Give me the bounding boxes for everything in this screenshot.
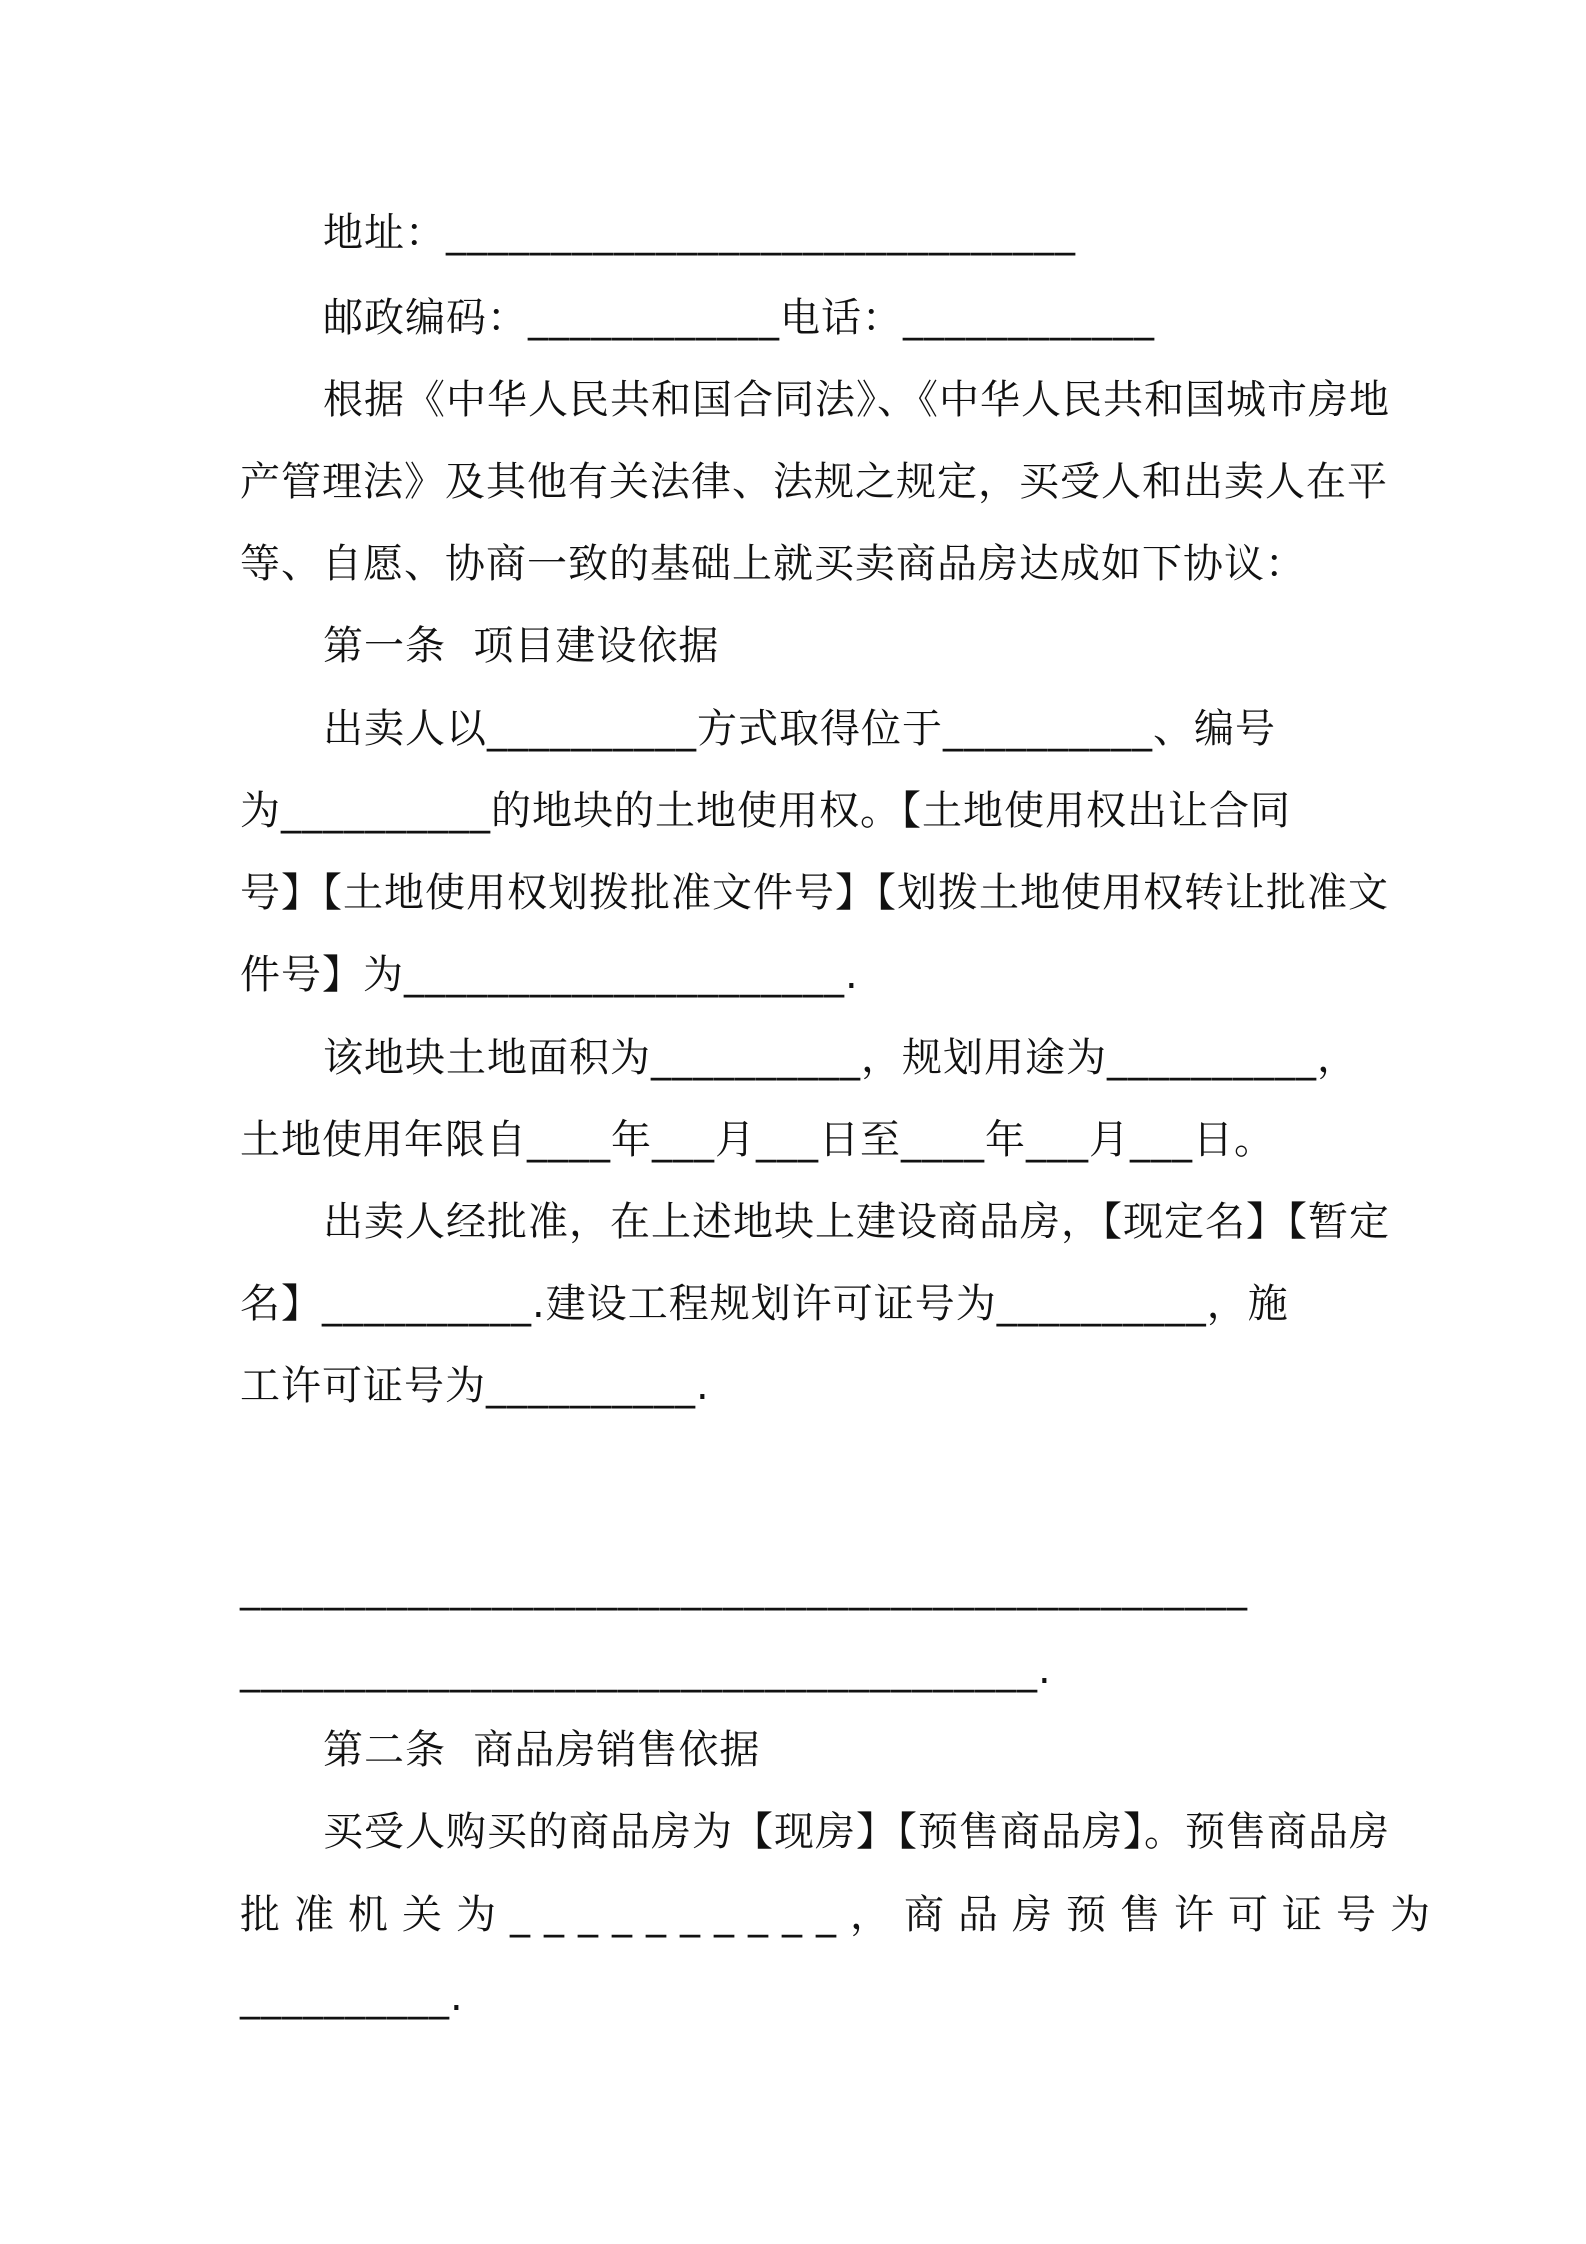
article-1-heading: 第一条 项目建设依据 [323,623,720,669]
article-2-line-3: __________. [240,1974,464,2020]
blank-line-1: ________________________________________________ [240,1565,1248,1611]
postcode-phone-line: 邮政编码：____________电话：____________ [323,295,1155,341]
blank-line-2: ______________________________________. [240,1647,1052,1693]
preamble-line-2: 产管理法》及其他有关法律、法规之规定，买受人和出卖人在平 [240,459,1388,505]
article-1-line-3: 号】【土地使用权划拨批准文件号】【划拨土地使用权转让批准文 [240,870,1389,916]
address-line: 地址：______________________________ [323,210,1076,256]
preamble-line-1: 根据《中华人民共和国合同法》、《中华人民共和国城市房地 [323,377,1390,423]
land-term-line: 土地使用年限自____年___月___日至____年___月___日。 [240,1117,1275,1163]
article-2-heading: 第二条 商品房销售依据 [323,1727,761,1773]
article-2-line-2: 批准机关为__________，商品房预售许可证号为 [240,1892,1444,1938]
construction-line-3: 工许可证号为__________. [240,1363,710,1409]
construction-line-1: 出卖人经批准，在上述地块上建设商品房，【现定名】【暂定 [323,1199,1390,1245]
land-area-line: 该地块土地面积为__________，规划用途为__________， [323,1035,1358,1081]
article-1-line-2: 为__________的地块的土地使用权。【土地使用权出让合同 [240,788,1291,834]
preamble-line-3: 等、自愿、协商一致的基础上就买卖商品房达成如下协议： [240,541,1306,587]
article-1-line-4: 件号】为_____________________. [240,952,859,998]
construction-line-2: 名】__________.建设工程规划许可证号为__________，施 [240,1281,1289,1327]
article-1-line-1: 出卖人以__________方式取得位于__________、编号 [323,706,1276,752]
article-2-line-1: 买受人购买的商品房为【现房】【预售商品房】。预售商品房 [323,1809,1390,1855]
